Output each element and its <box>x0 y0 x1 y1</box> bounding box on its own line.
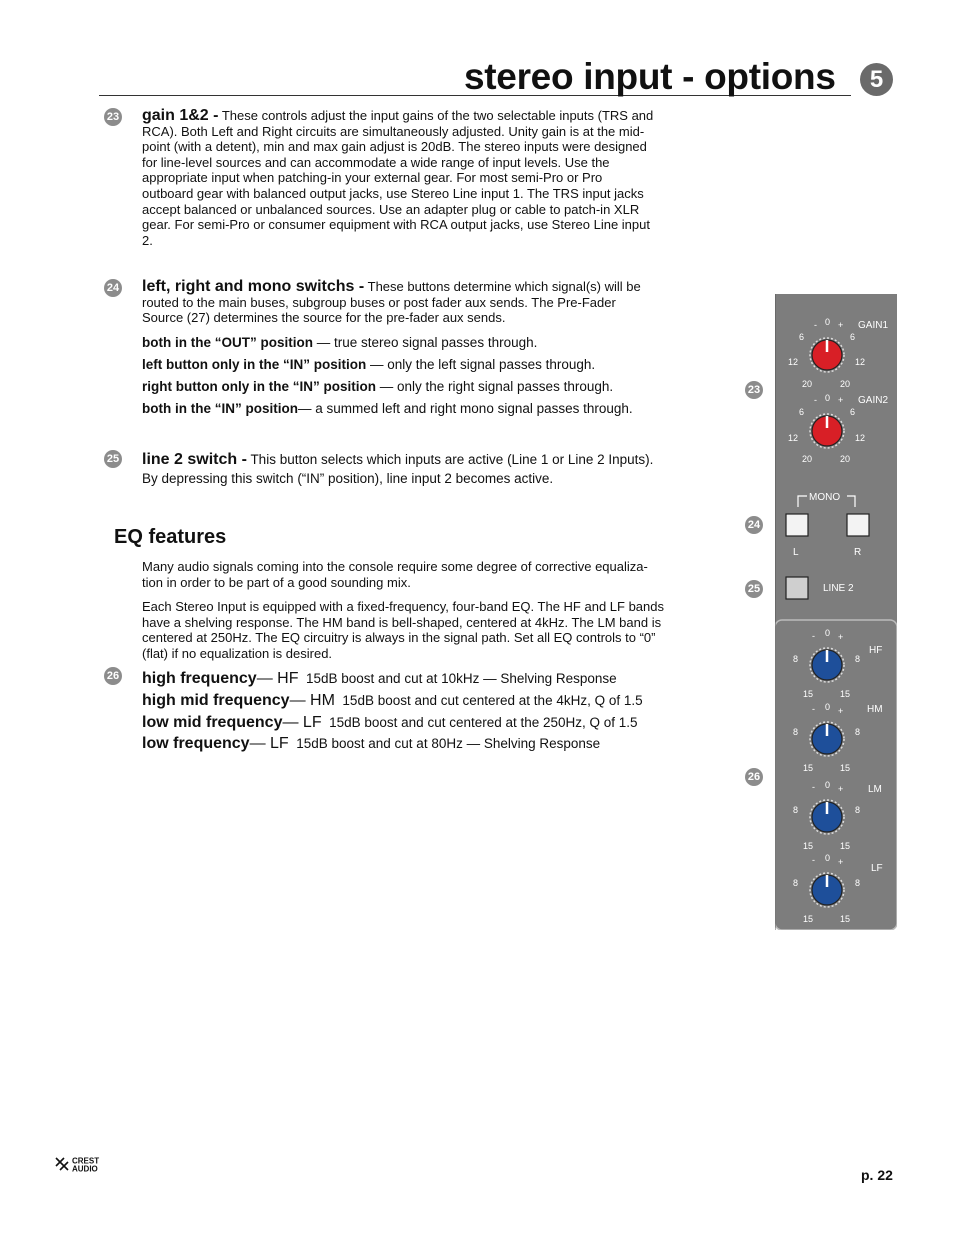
eq-details: Each Stereo Input is equipped with a fixed-frequency, four-band EQ. The HF and LF bands have a shelving response. The HM band is bell-shaped, centered at 4kHz. The LM band is centered at 250Hz. The EQ circuitry is always in the signal path. Set all EQ controls to “0” (flat) if no equalization is desired. <box>142 599 664 661</box>
crest-audio-logo <box>55 1156 125 1172</box>
svg-text:0: 0 <box>825 702 831 712</box>
line2-switch[interactable] <box>786 577 808 599</box>
panel-callout: 23 <box>745 381 763 399</box>
svg-text:15: 15 <box>840 841 851 851</box>
svg-text:8: 8 <box>793 727 799 737</box>
svg-text:15: 15 <box>803 914 814 924</box>
gain-heading: gain 1&2 - <box>142 107 219 124</box>
switch-option: left button only in the “IN” position — only the left signal passes through. <box>142 357 596 372</box>
left-switch[interactable] <box>786 514 808 536</box>
page-number: p. 22 <box>861 1167 893 1183</box>
svg-text:8: 8 <box>855 805 861 815</box>
page-title: stereo input - options <box>464 56 836 97</box>
gain2-label: GAIN2 <box>858 395 889 406</box>
eq-band-row: low mid frequency— LF 15dB boost and cut centered at the 250Hz, Q of 1.5 <box>142 714 638 731</box>
svg-text:0: 0 <box>825 393 831 403</box>
svg-text:8: 8 <box>855 654 861 664</box>
svg-text:0: 0 <box>825 780 831 790</box>
svg-text:6: 6 <box>850 332 856 342</box>
svg-text:AUDIO: AUDIO <box>72 1164 98 1172</box>
mono-label: MONO <box>809 492 841 503</box>
svg-text:12: 12 <box>788 433 799 443</box>
svg-text:+: + <box>838 706 844 716</box>
switches-description <box>142 279 652 326</box>
svg-text:15: 15 <box>803 763 814 773</box>
svg-text:+: + <box>838 395 844 405</box>
panel-callout: 25 <box>745 580 763 598</box>
svg-text:CREST: CREST <box>72 1156 100 1166</box>
svg-text:0: 0 <box>825 628 831 638</box>
svg-text:20: 20 <box>802 454 813 464</box>
line2-label: LINE 2 <box>823 583 854 594</box>
svg-text:-: - <box>814 320 817 330</box>
svg-text:8: 8 <box>793 805 799 815</box>
svg-text:+: + <box>838 857 844 867</box>
line2-text: This button selects which inputs are active (Line 1 or Line 2 Inputs). By depressing this switch (“IN” position), line input 2 becomes active. <box>142 452 654 486</box>
eq-band-row: low frequency— LF 15dB boost and cut at 80Hz — Shelving Response <box>142 735 601 752</box>
left-label: L <box>793 547 799 558</box>
svg-text:-: - <box>812 704 815 714</box>
switch-option: right button only in the “IN” position — only the right signal passes through. <box>142 379 614 394</box>
svg-text:6: 6 <box>799 332 805 342</box>
svg-text:+: + <box>838 320 844 330</box>
right-switch[interactable] <box>847 514 869 536</box>
svg-text:-: - <box>812 855 815 865</box>
svg-text:-: - <box>812 631 815 641</box>
svg-text:0: 0 <box>825 853 831 863</box>
gain-text: These controls adjust the input gains of the two selectable inputs (TRS and RCA). Both Left and Right circuits are simultaneously adjusted. Unity gain is at the mid-point (with a detent), min and max gain adjust is 20dB. The stereo inputs were designed for line-level sources and can accommodate a wide range of input levels. Use the appropriate input when patching-in your external gear. For most semi-Pro or Pro outboard gear with balanced output jacks, use Stereo Line input 1. The TRS input jacks accept balanced or unbalanced sources. Use an adapter plug or cable to patch-in XLR gear. For semi-Pro or consumer equipment with RCA output jacks, use Stereo Line input 2. <box>142 108 654 248</box>
svg-text:12: 12 <box>855 433 866 443</box>
svg-text:8: 8 <box>855 727 861 737</box>
hm-label: HM <box>867 704 883 715</box>
hf-label: HF <box>869 645 883 656</box>
svg-text:8: 8 <box>855 878 861 888</box>
line2-heading: line 2 switch - <box>142 451 247 468</box>
svg-text:12: 12 <box>788 357 799 367</box>
svg-text:20: 20 <box>802 379 813 389</box>
svg-text:8: 8 <box>793 878 799 888</box>
switch-option: both in the “IN” position— a summed left and right mono signal passes through. <box>142 401 633 416</box>
eq-band-row: high frequency— HF 15dB boost and cut at 10kHz — Shelving Response <box>142 670 617 687</box>
stereo-input-panel <box>775 294 897 930</box>
item-number-badge: 23 <box>104 108 122 126</box>
gain1-label: GAIN1 <box>858 320 889 331</box>
svg-text:12: 12 <box>855 357 866 367</box>
svg-text:15: 15 <box>840 763 851 773</box>
lm-label: LM <box>868 784 882 795</box>
item-number-badge: 26 <box>104 667 122 685</box>
svg-text:+: + <box>838 784 844 794</box>
svg-text:0: 0 <box>825 317 831 327</box>
item-number-badge: 25 <box>104 450 122 468</box>
line2-description <box>142 450 667 488</box>
svg-text:+: + <box>838 632 844 642</box>
switches-heading: left, right and mono switchs - <box>142 278 365 295</box>
lf-label: LF <box>871 863 883 874</box>
eq-intro: Many audio signals coming into the console require some degree of corrective equaliza-tion in order to be part of a good sounding mix. <box>142 559 648 590</box>
svg-text:-: - <box>814 395 817 405</box>
svg-text:15: 15 <box>840 689 851 699</box>
chapter-badge: 5 <box>860 63 893 96</box>
svg-text:15: 15 <box>803 841 814 851</box>
panel-callout: 26 <box>745 768 763 786</box>
gain-description <box>142 108 657 248</box>
svg-text:6: 6 <box>850 407 856 417</box>
eq-band-row: high mid frequency— HM 15dB boost and cut centered at the 4kHz, Q of 1.5 <box>142 692 643 709</box>
svg-text:-: - <box>812 782 815 792</box>
panel-callout: 24 <box>745 516 763 534</box>
switch-option: both in the “OUT” position — true stereo signal passes through. <box>142 335 538 350</box>
svg-text:6: 6 <box>799 407 805 417</box>
svg-text:15: 15 <box>840 914 851 924</box>
item-number-badge: 24 <box>104 279 122 297</box>
svg-text:20: 20 <box>840 379 851 389</box>
svg-text:8: 8 <box>793 654 799 664</box>
switches-text: These buttons determine which signal(s) will be routed to the main buses, subgroup buses or post fader aux sends. The Pre-Fader Source (27) determines the source for the pre-fader aux sends. <box>142 279 641 326</box>
svg-text:15: 15 <box>803 689 814 699</box>
svg-text:20: 20 <box>840 454 851 464</box>
eq-section-heading: EQ features <box>114 526 227 548</box>
right-label: R <box>854 547 862 558</box>
